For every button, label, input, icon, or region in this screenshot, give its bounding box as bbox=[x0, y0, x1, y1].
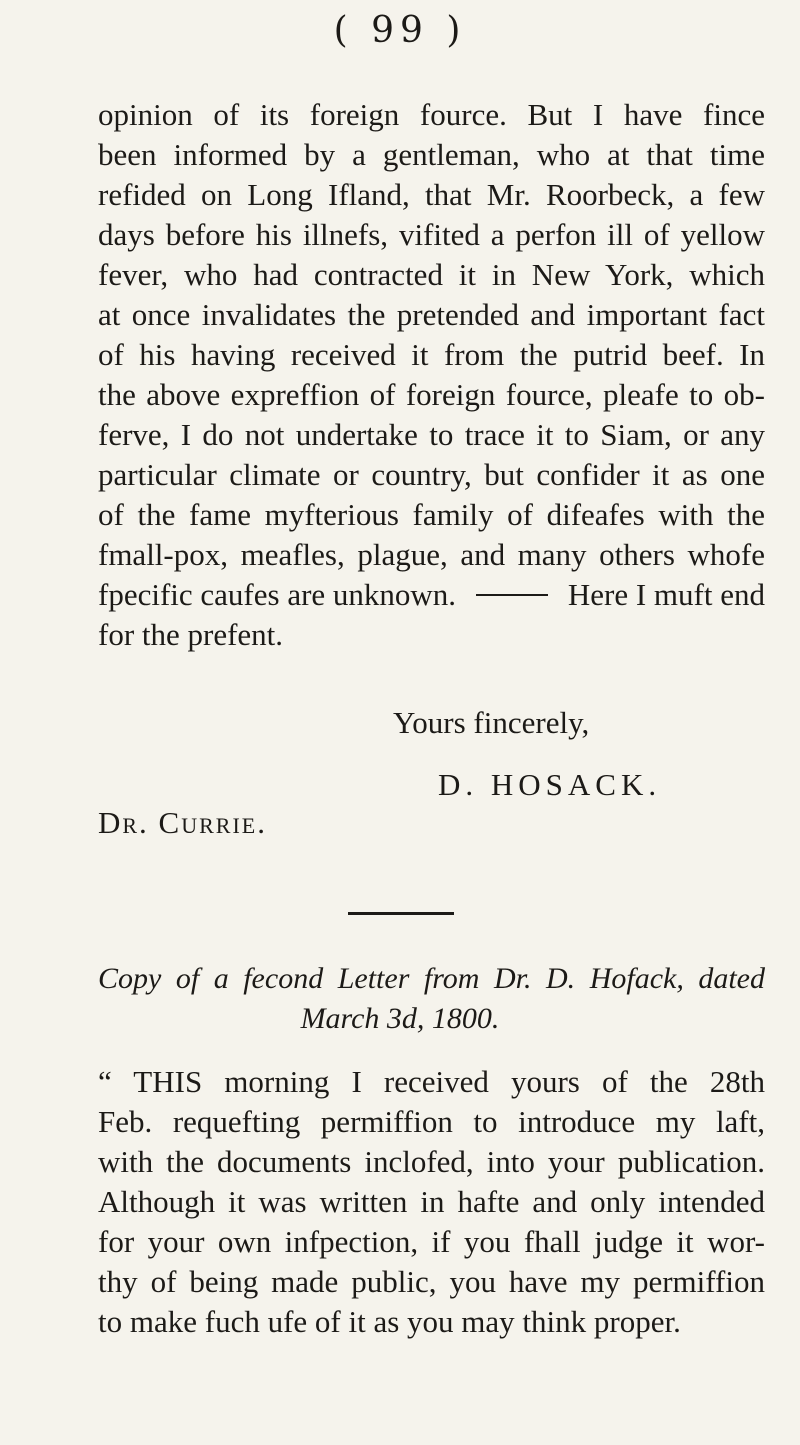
letter-line-1: “ THIS morning I received yours of the 28th bbox=[98, 1064, 765, 1099]
body-line-6: at once invalidates the pretended and important fact bbox=[98, 297, 765, 332]
letter-line-6: thy of being made public, you have my permiffion bbox=[98, 1264, 765, 1299]
section-heading-line-2: March 3d, 1800. bbox=[300, 1002, 500, 1035]
body-line-13-start: fpecific caufes are unknown. bbox=[98, 577, 457, 612]
letter-line-7: to make fuch ufe of it as you may think proper. bbox=[98, 1304, 681, 1339]
body-line-3: refided on Long Ifland, that Mr. Roorbeck, a few bbox=[98, 177, 765, 212]
body-line-4: days before his illnefs, vifited a perfon ill of yellow bbox=[98, 217, 765, 252]
body-line-12: fmall-pox, meafles, plague, and many others whofe bbox=[98, 537, 765, 572]
em-dash-rule bbox=[476, 594, 548, 596]
section-heading-line-1: Copy of a fecond Letter from Dr. D. Hofack, dated bbox=[98, 962, 765, 995]
page-number: ( 99 ) bbox=[333, 10, 467, 51]
body-line-11: of the fame myfterious family of difeafes with the bbox=[98, 497, 765, 532]
body-line-13-end: Here I muft end bbox=[567, 577, 765, 612]
body-line-2: been informed by a gentleman, who at that time bbox=[98, 137, 765, 172]
body-line-8: the above expreffion of foreign fource, pleafe to ob- bbox=[98, 377, 765, 412]
signature: D. HOSACK. bbox=[438, 767, 662, 802]
body-line-1: opinion of its foreign fource. But I have fince bbox=[98, 97, 765, 132]
body-line-13 bbox=[98, 575, 765, 615]
addressee: Dr. Currie. bbox=[98, 805, 267, 840]
body-line-14: for the prefent. bbox=[98, 617, 284, 652]
body-line-5: fever, who had contracted it in New York, which bbox=[98, 257, 765, 292]
section-divider bbox=[348, 912, 454, 915]
letter-closing: Yours fincerely, bbox=[393, 705, 590, 740]
letter-line-4: Although it was written in hafte and only intended bbox=[98, 1184, 765, 1219]
body-line-9: ferve, I do not undertake to trace it to Siam, or any bbox=[98, 417, 765, 452]
body-line-10: particular climate or country, but confider it as one bbox=[98, 457, 765, 492]
letter-line-5: for your own infpection, if you fhall judge it wor- bbox=[98, 1224, 765, 1259]
letter-line-3: with the documents inclofed, into your publication. bbox=[98, 1144, 765, 1179]
letter-line-2: Feb. requefting permiffion to introduce my laft, bbox=[98, 1104, 765, 1139]
body-line-7: of his having received it from the putrid beef. In bbox=[98, 337, 765, 372]
